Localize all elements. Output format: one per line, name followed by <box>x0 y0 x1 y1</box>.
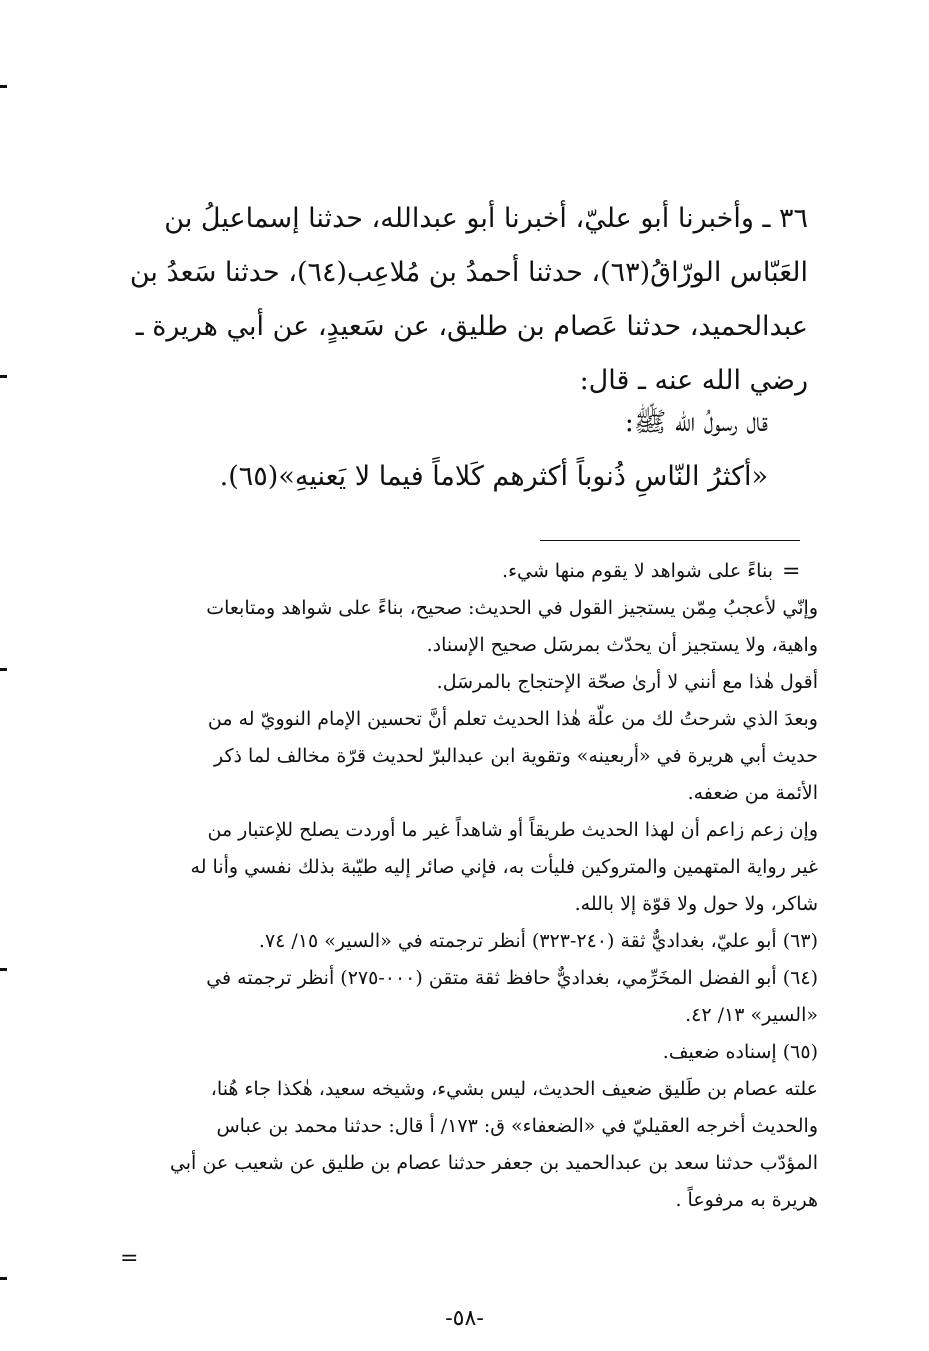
quote-intro: قال رسولُ الله ﷺ: <box>624 407 768 438</box>
footnote-65-line: والحديث أخرجه العقيليّ في «الضعفاء» ق: ١٧٣/ أ قال: حدثنا محمد بن عباس <box>216 1115 818 1137</box>
main-text-line: ٣٦ ـ وأخبرنا أبو عليّ، أخبرنا أبو عبدالله، حدثنا إسماعيلُ بن <box>164 203 808 234</box>
quote-text: «أكثرُ النّاسِ ذُنوباً أكثرهم كَلاماً فيما لا يَعنيهِ»(٦٥). <box>219 461 768 492</box>
footnote-line: أقول هٰذا مع أنني لا أرىٰ صحّة الإحتجاج بالمرسَل. <box>436 671 818 693</box>
footnote-64: (٦٤) أبو الفضل المخَرِّمي، بغداديٌّ حافظ ثقة متقن (٠٠٠-٢٧٥) أنظر ترجمته في <box>206 967 818 989</box>
footnotes <box>128 553 818 1219</box>
main-text <box>128 192 808 408</box>
footnote-line: وإنّي لأعجبُ مِمّن يستجيز القول في الحديث: صحيح، بناءً على شواهد ومتابعات <box>206 597 818 619</box>
footnote-line: شاكر، ولا حول ولا قوّة إلا بالله. <box>574 893 818 915</box>
footnote-line: حديث أبي هريرة في «أربعينه» وتقوية ابن عبدالبرّ لحديث قرّة مخالف لما ذكر <box>214 745 818 767</box>
page-number: -٥٨- <box>445 1306 484 1331</box>
continuation-mark-bottom: = <box>120 1246 139 1271</box>
footnote-64-continued: «السير» ١٣/ ٤٢. <box>685 1004 818 1026</box>
footnote-65-title: (٦٥) إسناده ضعيف. <box>662 1041 818 1063</box>
footnote-line: غير رواية المتهمين والمتروكين فليأت به، فإني صائر إليه طيّبة بذلك نفسي وأنا له <box>190 856 818 878</box>
footnote-line: وإن زعم زاعم أن لهذا الحديث طريقاً أو شاهداً غير ما أوردت يصلح للإعتبار من <box>207 819 818 841</box>
main-text-line: رضي الله عنه ـ قال: <box>579 365 808 396</box>
page-margin-mark <box>0 968 7 971</box>
footnote-65-line: علته عصام بن طَليق ضعيف الحديث، ليس بشيء، وشيخه سعيد، هٰكذا جاء هُنا، <box>210 1078 818 1100</box>
footnote-line: بناءً على شواهد لا يقوم منها شيء. <box>502 560 773 582</box>
footnote-65-line: هريرة به مرفوعاً . <box>675 1189 818 1211</box>
main-text-line: العَبّاس الورّاقُ(٦٣)، حدثنا أحمدُ بن مُلاعِب(٦٤)، حدثنا سَعدُ بن <box>129 257 808 288</box>
page-margin-mark <box>0 668 7 671</box>
footnote-65-line: المؤدّب حدثنا سعد بن عبدالحميد بن جعفر حدثنا عصام بن طليق عن شعيب عن أبي <box>169 1152 818 1174</box>
main-text-line: عبدالحميد، حدثنا عَصام بن طليق، عن سَعيدٍ، عن أبي هريرة ـ <box>135 311 808 342</box>
hadith-quote <box>219 396 768 504</box>
footnote-line: واهية، ولا يستجيز أن يحدّث بمرسَل صحيح الإسناد. <box>426 634 818 656</box>
continuation-mark-top: = <box>782 559 801 584</box>
page-margin-mark <box>0 375 7 378</box>
footnote-line: وبعدَ الذي شرحتُ لك من علّة هٰذا الحديث تعلم أنَّ تحسين الإمام النوويّ له من <box>207 708 818 730</box>
page-margin-mark <box>0 85 7 88</box>
footnote-63: (٦٣) أبو عليّ، بغداديٌّ ثقة (٢٤٠-٣٢٣) أنظر ترجمته في «السير» ١٥/ ٧٤. <box>258 930 818 952</box>
footnote-separator <box>540 540 800 541</box>
page-margin-mark <box>0 1277 7 1280</box>
footnote-line: الأئمة من ضعفه. <box>687 782 818 804</box>
